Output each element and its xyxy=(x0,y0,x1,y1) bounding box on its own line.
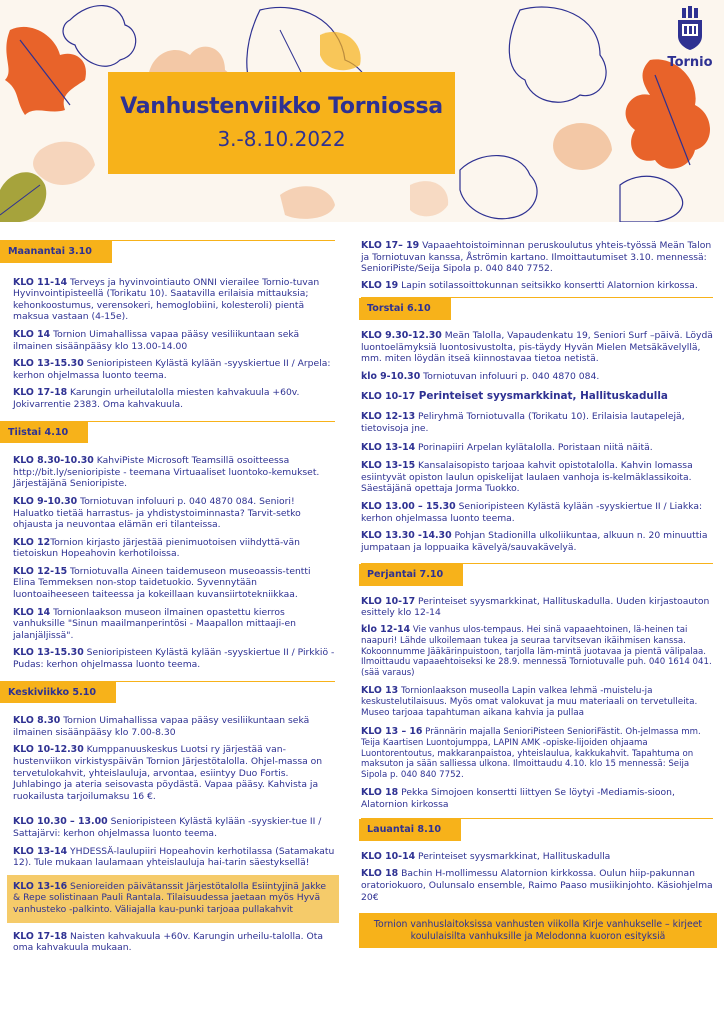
list-item: KLO 13 – 16 Prännärin majalla SenioriPisteen SenioriFästit. Oh-jelmassa mm. Teija Kaartisen Luontojumppa, LAPIN AMK -opiske-lijoiden ohjaama Luontorentoutus, makkaranpaistoa, yhteislaulua, kakkukahvit. Tapahtuma on maksuton ja sään salliessa ulkona. Ilmoittaudu 4.10. klo 15 mennessä: Seija Sipola p. 040 840 7752. xyxy=(361,726,701,781)
logo-text: Tornio xyxy=(667,55,713,70)
list-item: KLO 13-16 Senioreiden päivätanssit Järjestötalolla Esiintyjinä Jakke & Repe solistinaan Pauli Rantala. Tilaisuudessa jaetaan myös Hyvä vanhusteko -palkinto. Väliajalla kau-punki tarjoaa pullakahvit xyxy=(13,880,327,915)
list-item: KLO 13.00 – 15.30 Senioripisteen Kylästä kylään -syyskiertue II / Liakka: kerhon ohjelmassa luonto teema. xyxy=(361,500,703,524)
list-item: KLO 13.30 -14.30 Pohjan Stadionilla ulkoliikuntaa, alkuun n. 20 minuuttia jumpataan ja loppuaika kävelyä/sauvakävelyä. xyxy=(361,530,708,553)
list-item: KLO 8.30-10.30 KahviPiste Microsoft Teamsillä osoitteessa http://bit.ly/senioripiste - teemana Virtuaaliset luontoko-kemukset. Järjestäjänä Senioripiste. xyxy=(13,455,320,490)
title-box xyxy=(108,72,455,174)
day-header-wednesday: Keskiviikko 5.10 xyxy=(0,682,116,704)
list-item: KLO 10-14 Perinteiset syysmarkkinat, Hallituskadulla xyxy=(361,850,611,862)
list-item: KLO 13-15.30 Senioripisteen Kylästä kylään -syyskiertue II / Arpela: kerhon ohjelmassa luonto teema. xyxy=(13,358,331,381)
day-header-saturday: Lauantai 8.10 xyxy=(359,819,461,841)
day-header-friday: Perjantai 7.10 xyxy=(359,564,463,586)
list-item: KLO 13-14 YHDESSÄ-laulupiiri Hopeahovin kerhotilassa (Satamakatu 12). Tule mukaan laulamaan yhteislauluja hai-tarin säestyksellä! xyxy=(13,845,335,869)
list-item: KLO 17-18 Karungin urheilutalolla miesten kahvakuula +60v. Jokivarrentie 2383. Oma kahvakuula. xyxy=(13,387,300,410)
day-header-thursday: Torstai 6.10 xyxy=(359,298,451,320)
list-item: KLO 13 Tornionlaakson museolla Lapin valkea lehmä -muistelu-ja keskustelutilaisuus. Myös omat valokuvat ja muu materiaali on tervetulleita. Museo tarjoaa tapahtuman aikana kahvia ja pullaa xyxy=(361,685,698,719)
header-banner xyxy=(0,0,724,222)
list-item: KLO 11-14 Terveys ja hyvinvointiauto ONNI vierailee Tornio-tuvan Hyvinvointipisteellä (Torikatu 10). Saatavilla erilaisia mittauksia; kehonkoostumus, verensokeri, hemoglobiini, kolesteroli) pientä maksua vastaan (4-15e). xyxy=(13,276,320,323)
footer-note: Tornion vanhuslaitoksissa vanhusten viikolla Kirje vanhukselle – kirjeet koululaisilta vanhuksille ja Melodonna kuoron esityksiä xyxy=(359,913,717,948)
list-item: klo 12-14 Vie vanhus ulos-tempaus. Hei sinä vapaaehtoinen, lä-heinen tai naapuri! Lähde ulkoilemaan tukea ja seuraa tarvitsevan ikäihmisen kanssa. Kokoonnumme Jääkärinpuistoon, tarjolla läm-mintä juotavaa ja pientä välipalaa. Ilmoittaudu vapaaehtoiseksi ke 28.9. mennessä Torniotuvalle puh. 040 1614 041. (sää varaus) xyxy=(361,624,712,679)
highlight-box xyxy=(7,875,339,923)
day-header-monday: Maanantai 3.10 xyxy=(0,241,112,263)
list-item: KLO 9.30-12.30 Meän Talolla, Vapaudenkatu 19, Seniori Surf –päivä. Löydä luontoelämyksiä luontosivustolta, pis-täydy Hyvän Mielen Metsäkävelyllä, mm. miten löydän itseä kiinnostavaa tietoa netistä. xyxy=(361,329,713,365)
list-item: KLO 10-17 Perinteiset syysmarkkinat, Hallituskadulla xyxy=(361,390,668,403)
right-column xyxy=(361,240,713,948)
list-item: KLO 14 Tornion Uimahallissa vapaa pääsy vesiliikuntaan sekä ilmainen sisäänpääsy klo 13.00-14.00 xyxy=(13,328,300,352)
list-item: KLO 13-15 Kansalaisopisto tarjoaa kahvit opistotalolla. Kahvin lomassa esiintyvät opiston laulun opiskelijat laulaen vanhoja is-kelmäklassikoita. Säestäjänä opettaja Jorma Tuokko. xyxy=(361,460,693,495)
day-header-tuesday: Tiistai 4.10 xyxy=(0,422,88,444)
list-item: KLO 17– 19 Vapaaehtoistoiminnan peruskoulutus yhteis-työssä Meän Talon ja Torniotuvan kanssa, Åströmin kartano. Ilmoittautumiset 3.10. mennessä: SenioriPiste/Seija Sipola p. 040 840 7752. xyxy=(361,240,712,275)
list-item: KLO 19 Lapin sotilassoittokunnan seitsikko konsertti Alatornion kirkossa. xyxy=(361,279,698,291)
list-item: KLO 10-12.30 Kumppanuuskeskus Luotsi ry järjestää van-hustenviikon virkistyspäivän Tornion Järjestötalolla. Ohjel-massa on tervetulokahvit, yhteislauluja, arvontaa, esiintyy Duo Fortis. Juhlabingo ja ateria seisovasta pöydästä. Vapaa pääsy. Kahvista ja ruokailusta tarjoilumaksu 16 €. xyxy=(13,744,323,802)
list-item: KLO 13-14 Porinapiiri Arpelan kylätalolla. Poristaan niitä näitä. xyxy=(361,441,653,453)
page-dates: 3.-8.10.2022 xyxy=(217,127,346,151)
list-item: KLO 9-10.30 Torniotuvan infoluuri p. 040 4870 084. Seniori! Haluatko tietää harrastus- ja yhdistystoiminnasta? Tarvit-setko ohjausta ja neuvontaa elämän eri tilanteissa. xyxy=(13,495,301,531)
list-item: KLO 13-15.30 Senioripisteen Kylästä kylään -syyskiertue II / Pirkkiö - Pudas: kerhon ohjelmassa luonto teema. xyxy=(13,647,335,671)
list-item: KLO 12-13 Peliryhmä Torniotuvalla (Torikatu 10). Erilaisia lautapelejä, tietovisoja jne. xyxy=(361,411,685,434)
list-item: KLO 10.30 – 13.00 Senioripisteen Kylästä kylään -syyskier-tue II / Sattajärvi: kerhon ohjelmassa luonto teema. xyxy=(13,816,322,839)
list-item: KLO 12Tornion kirjasto järjestää pienimuotoisen viihdyttä-vän tietoiskun Hopeahovin kerhotiloissa. xyxy=(13,536,300,560)
left-column xyxy=(8,240,335,954)
list-item: KLO 18 Pekka Simojoen konsertti liittyen Se löytyi -Mediamis-sioon, Alatornion kirkossa xyxy=(361,787,675,810)
list-item: KLO 12-15 Torniotuvalla Aineen taidemuseon museoassis-tentti Elina Temmeksen non-stop taidetuokio. Syvennytään luontoaiheeseen taiteessa ja kokeillaan kuvansiirtotekniikkaa. xyxy=(13,565,311,601)
tornio-logo xyxy=(659,6,721,82)
list-item: KLO 10-17 Perinteiset syysmarkkinat, Hallituskadulla. Uuden kirjastoauton esittely klo 12-14 xyxy=(361,595,710,619)
list-item: klo 9-10.30 Torniotuvan infoluuri p. 040 4870 084. xyxy=(361,370,600,382)
list-item: KLO 14 Tornionlaakson museon ilmainen opastettu kierros vanhuksille "Sinun maailmanperintösi - Maapallon mittaaji-en jalanjäljissä". xyxy=(13,606,296,641)
page-title: Vanhustenviikko Torniossa xyxy=(120,94,443,119)
list-item: KLO 8.30 Tornion Uimahallissa vapaa pääsy vesiliikuntaan sekä ilmainen sisäänpääsy klo 7.00-8.30 xyxy=(13,715,310,738)
list-item: KLO 18 Bachin H-mollimessu Alatornion kirkkossa. Oulun hiip-pakunnan oratoriokuoro, Oulunsalo ensemble, Raimo Paaso musiikinjohto. Käsiohjelma 20€ xyxy=(361,868,713,903)
list-item: KLO 17-18 Naisten kahvakuula +60v. Karungin urheilu-talolla. Ota oma kahvakuula mukaan. xyxy=(13,930,323,954)
castle-crest-icon xyxy=(674,6,706,50)
